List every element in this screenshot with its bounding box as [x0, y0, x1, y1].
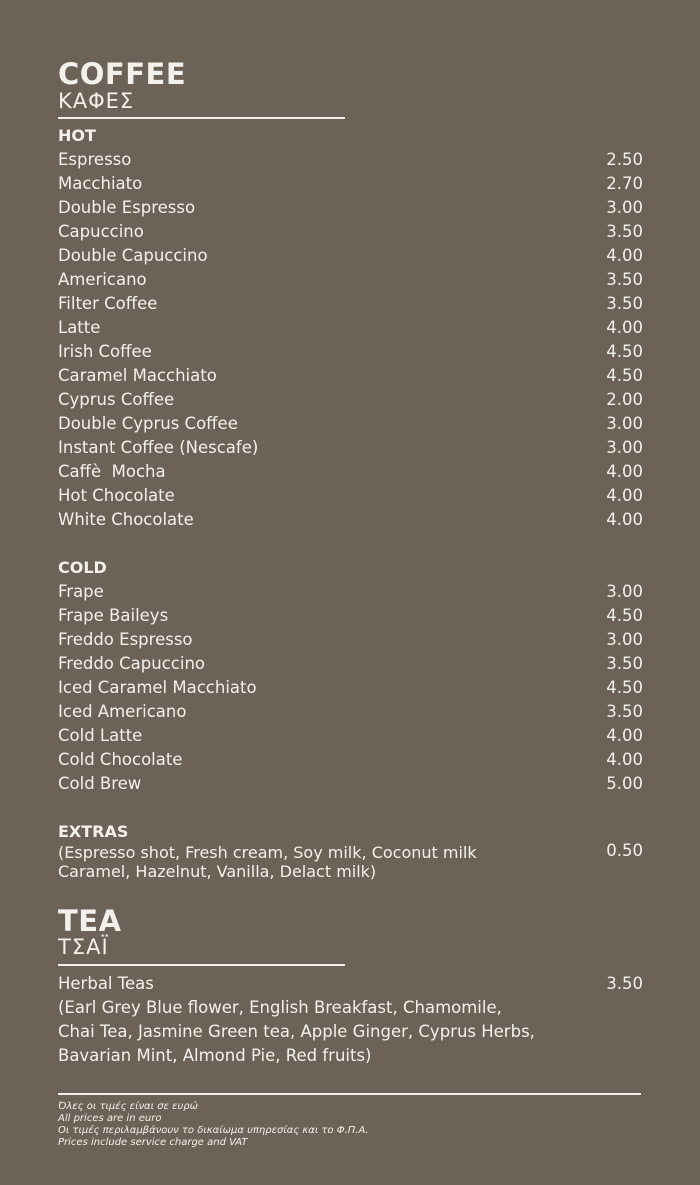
menu-item	[58, 388, 643, 412]
menu-item	[58, 628, 643, 652]
tea-desc-line-3: Bavarian Mint, Almond Pie, Red fruits)	[58, 1046, 372, 1065]
cold-heading: COLD	[58, 558, 107, 577]
coffee-section-title: COFFEE	[58, 57, 187, 91]
menu-item-price: 4.00	[606, 726, 643, 745]
menu-item-name: Frape Baileys	[58, 606, 169, 625]
menu-item	[58, 196, 643, 220]
menu-item	[58, 604, 643, 628]
hot-menu-list	[58, 148, 643, 532]
menu-item	[58, 676, 643, 700]
menu-item	[58, 292, 643, 316]
menu-item-price: 3.50	[606, 654, 643, 673]
tea-item-price: 3.50	[606, 974, 643, 993]
cold-menu-list	[58, 580, 643, 796]
menu-item-price: 3.00	[606, 414, 643, 433]
menu-item-name: Irish Coffee	[58, 342, 152, 361]
menu-item-price: 4.50	[606, 678, 643, 697]
menu-item-name: White Chocolate	[58, 510, 194, 529]
menu-item	[58, 412, 643, 436]
menu-item-name: Cold Chocolate	[58, 750, 183, 769]
menu-item	[58, 772, 643, 796]
menu-item-name: Filter Coffee	[58, 294, 158, 313]
menu-item-name: Cold Brew	[58, 774, 142, 793]
hot-heading: HOT	[58, 126, 96, 145]
tea-desc-line-1: (Earl Grey Blue flower, English Breakfast, Chamomile,	[58, 998, 502, 1017]
menu-item-price: 2.50	[606, 150, 643, 169]
menu-item-name: Latte	[58, 318, 101, 337]
menu-item	[58, 508, 643, 532]
menu-item-name: Caffè Mocha	[58, 462, 166, 481]
menu-item	[58, 340, 643, 364]
menu-item	[58, 580, 643, 604]
extras-description	[58, 843, 528, 881]
menu-item-name: Iced Caramel Macchiato	[58, 678, 257, 697]
tea-description	[58, 996, 578, 1068]
footer-divider	[58, 1093, 641, 1095]
menu-item	[58, 748, 643, 772]
menu-item-price: 3.00	[606, 582, 643, 601]
menu-item-price: 4.00	[606, 462, 643, 481]
menu-item-price: 3.50	[606, 222, 643, 241]
menu-item-price: 3.00	[606, 438, 643, 457]
extras-heading: EXTRAS	[58, 822, 129, 841]
menu-item-price: 4.00	[606, 246, 643, 265]
menu-item-name: Freddo Capuccino	[58, 654, 205, 673]
menu-item-name: Americano	[58, 270, 147, 289]
menu-item-name: Capuccino	[58, 222, 144, 241]
menu-item-name: Double Capuccino	[58, 246, 208, 265]
menu-item	[58, 724, 643, 748]
menu-item-price: 3.00	[606, 198, 643, 217]
extras-line-2: Caramel, Hazelnut, Vanilla, Delact milk)	[58, 862, 377, 881]
coffee-divider	[58, 117, 345, 119]
menu-item	[58, 220, 643, 244]
menu-item	[58, 364, 643, 388]
menu-item-name: Cold Latte	[58, 726, 143, 745]
menu-item	[58, 484, 643, 508]
footer-line-3: Οι τιμές περιλαμβάνουν το δικαίωμα υπηρεσίας και το Φ.Π.Α.	[58, 1125, 369, 1136]
menu-item	[58, 460, 643, 484]
tea-section-subtitle: ΤΣΑΪ	[58, 935, 109, 959]
menu-item-price: 2.70	[606, 174, 643, 193]
menu-item-name: Double Cyprus Coffee	[58, 414, 238, 433]
menu-item-price: 5.00	[606, 774, 643, 793]
tea-item-name: Herbal Teas	[58, 974, 154, 993]
menu-item-name: Caramel Macchiato	[58, 366, 217, 385]
menu-item	[58, 268, 643, 292]
menu-item-name: Macchiato	[58, 174, 143, 193]
menu-item-price: 3.50	[606, 702, 643, 721]
menu-item-price: 3.00	[606, 630, 643, 649]
menu-item	[58, 244, 643, 268]
menu-item-name: Instant Coffee (Nescafe)	[58, 438, 259, 457]
footer-line-2: All prices are in euro	[58, 1113, 162, 1124]
menu-item-price: 4.00	[606, 510, 643, 529]
menu-item-name: Espresso	[58, 150, 132, 169]
menu-item	[58, 700, 643, 724]
menu-item-price: 4.00	[606, 318, 643, 337]
menu-item-name: Iced Americano	[58, 702, 187, 721]
footer-line-4: Prices include service charge and VAT	[58, 1137, 248, 1148]
menu-item	[58, 436, 643, 460]
footer-notes	[58, 1101, 369, 1149]
menu-item	[58, 148, 643, 172]
menu-item-price: 4.00	[606, 750, 643, 769]
tea-divider	[58, 964, 345, 966]
extras-line-1: (Espresso shot, Fresh cream, Soy milk, Coconut milk	[58, 843, 477, 862]
menu-item-name: Cyprus Coffee	[58, 390, 175, 409]
menu-item-price: 3.50	[606, 294, 643, 313]
menu-item-price: 4.50	[606, 342, 643, 361]
menu-item-name: Freddo Espresso	[58, 630, 193, 649]
menu-item-name: Frape	[58, 582, 104, 601]
menu-item-price: 4.50	[606, 366, 643, 385]
tea-section-title: TEA	[58, 904, 122, 938]
menu-item-price: 2.00	[606, 390, 643, 409]
coffee-section-subtitle: ΚΑΦΕΣ	[58, 89, 135, 113]
extras-price: 0.50	[606, 841, 643, 860]
menu-item-name: Double Espresso	[58, 198, 196, 217]
menu-item	[58, 652, 643, 676]
menu-item	[58, 172, 643, 196]
footer-line-1: Όλες οι τιμές είναι σε ευρώ	[58, 1101, 199, 1112]
menu-item-price: 4.00	[606, 486, 643, 505]
tea-desc-line-2: Chai Tea, Jasmine Green tea, Apple Ginger, Cyprus Herbs,	[58, 1022, 535, 1041]
menu-item-name: Hot Chocolate	[58, 486, 175, 505]
menu-item-price: 4.50	[606, 606, 643, 625]
menu-item-price: 3.50	[606, 270, 643, 289]
menu-item	[58, 316, 643, 340]
